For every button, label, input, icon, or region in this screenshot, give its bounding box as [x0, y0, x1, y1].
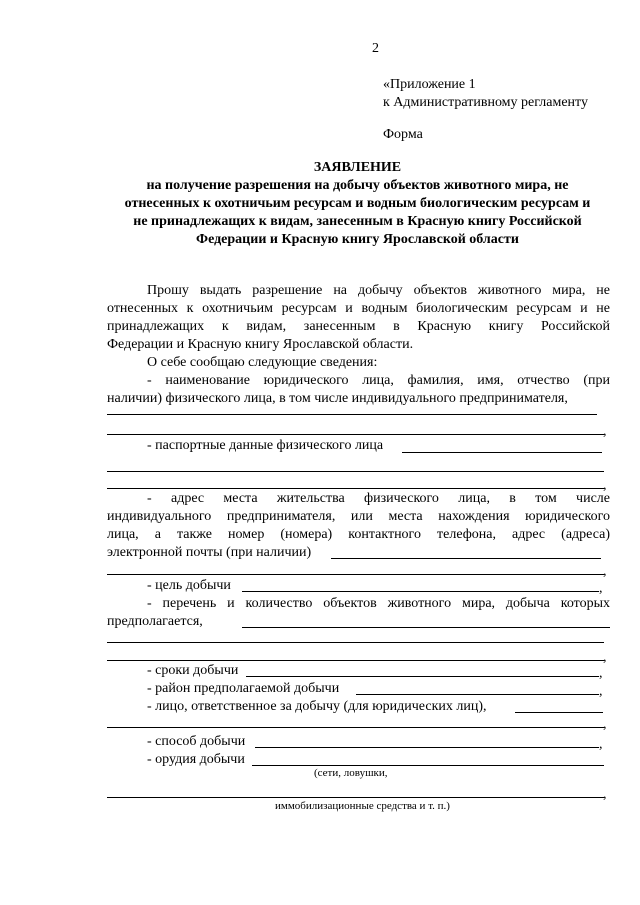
- responsible-field-line-1[interactable]: [515, 712, 603, 713]
- request-line-3: принадлежащих к видам, занесенным в Красную книгу Российской: [107, 319, 610, 334]
- area-field-line[interactable]: [356, 694, 599, 695]
- passport-comma: ,: [603, 478, 607, 493]
- info-intro: О себе сообщаю следующие сведения:: [147, 355, 378, 370]
- method-comma: ,: [599, 737, 603, 752]
- name-line-2: наличии) физического лица, в том числе индивидуального предпринимателя,: [107, 391, 568, 406]
- address-line-1: - адрес места жительства физического лица, в том числе: [147, 491, 610, 506]
- objects-field-line-3[interactable]: [107, 660, 604, 661]
- appendix-title: «Приложение 1: [383, 77, 476, 92]
- area-label: - район предполагаемой добычи: [147, 681, 340, 696]
- request-line-2: отнесенных к охотничьим ресурсам и водным биологическим ресурсам и не: [107, 301, 610, 316]
- tools-field-line-1[interactable]: [252, 765, 604, 766]
- responsible-comma: ,: [603, 717, 607, 732]
- tools-comma: ,: [603, 787, 607, 802]
- title-line-1: на получение разрешения на добычу объектов животного мира, не: [146, 178, 569, 193]
- passport-field-line-1[interactable]: [402, 452, 602, 453]
- title-line-2: отнесенных к охотничьим ресурсам и водным биологическим ресурсам и: [124, 196, 591, 211]
- address-comma: ,: [603, 564, 607, 579]
- objects-line-1: - перечень и количество объектов животного мира, добыча которых: [147, 596, 610, 611]
- tools-hint-2: иммобилизационные средства и т. п.): [275, 800, 450, 812]
- form-label: Форма: [383, 127, 423, 142]
- tools-field-line-2[interactable]: [107, 797, 604, 798]
- address-field-line-1[interactable]: [331, 558, 601, 559]
- responsible-label: - лицо, ответственное за добычу (для юридических лиц),: [147, 699, 487, 714]
- address-line-4: электронной почты (при наличии): [107, 545, 312, 560]
- address-line-2: индивидуального предпринимателя, или места нахождения юридического: [107, 509, 610, 524]
- objects-field-line-1[interactable]: [242, 627, 610, 628]
- terms-comma: ,: [599, 666, 603, 681]
- terms-label: - сроки добычи: [147, 663, 239, 678]
- terms-field-line[interactable]: [246, 676, 599, 677]
- passport-field-line-3[interactable]: [107, 488, 604, 489]
- purpose-field-line[interactable]: [242, 591, 599, 592]
- address-field-line-2[interactable]: [107, 574, 604, 575]
- name-field-line-1[interactable]: [107, 414, 597, 415]
- name-field-line-2[interactable]: [107, 434, 604, 435]
- request-line-1: Прошу выдать разрешение на добычу объектов животного мира, не: [147, 283, 610, 298]
- passport-field-line-2[interactable]: [107, 471, 604, 472]
- name-comma: ,: [603, 424, 607, 439]
- tools-label: - орудия добычи: [147, 752, 245, 767]
- request-line-4: Федерации и Красную книгу Ярославской области.: [107, 337, 414, 352]
- responsible-field-line-2[interactable]: [107, 727, 604, 728]
- address-line-3: лица, а также номер (номера) контактного телефона, адрес (адреса): [107, 527, 610, 542]
- objects-line-2: предполагается,: [107, 614, 203, 629]
- passport-label: - паспортные данные физического лица: [147, 438, 384, 453]
- method-label: - способ добычи: [147, 734, 246, 749]
- objects-comma: ,: [603, 650, 607, 665]
- page-number: 2: [372, 41, 379, 56]
- appendix-subtitle: к Административному регламенту: [383, 95, 588, 110]
- name-line-1: - наименование юридического лица, фамилия, имя, отчество (при: [147, 373, 610, 388]
- purpose-label: - цель добычи: [147, 578, 231, 593]
- title-line-3: не принадлежащих к видам, занесенным в Красную книгу Российской: [133, 214, 582, 229]
- title-line-4: Федерации и Красную книгу Ярославской области: [196, 232, 519, 247]
- tools-hint-1: (сети, ловушки,: [314, 767, 388, 779]
- area-comma: ,: [599, 684, 603, 699]
- method-field-line[interactable]: [255, 747, 599, 748]
- document-heading: ЗАЯВЛЕНИЕ: [313, 160, 402, 175]
- objects-field-line-2[interactable]: [107, 642, 604, 643]
- purpose-comma: ,: [599, 581, 603, 596]
